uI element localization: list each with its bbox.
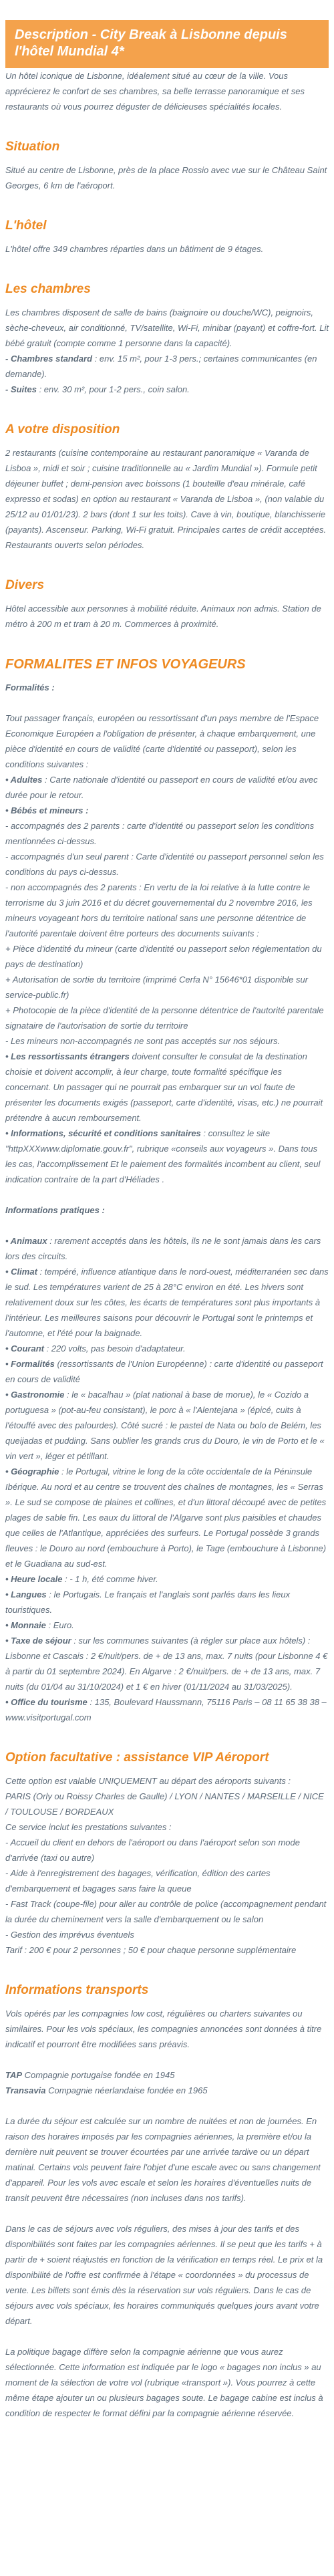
formalities-adults (5, 772, 329, 803)
bullet-label: • Adultes (5, 775, 43, 785)
practical-item (5, 1571, 329, 1587)
airline-name: Transavia (5, 2085, 46, 2095)
practical-item (5, 1464, 329, 1571)
minors-line: - accompagnés des 2 parents : carte d'identité ou passeport selon les conditions mentionnées ci-dessus. (5, 821, 315, 846)
minors-line: - non accompagnés des 2 parents : En vertu de la loi relative à la lutte contre le terrorisme du 3 juin 2016 et du décret gouvernemental du 2 novembre 2016, les mineurs voyageant hors du territoire national sans une personne détentrice de l'autorité parentale doivent être porteurs des documents suivants : (5, 882, 313, 938)
vip-option-line: - Fast Track (coupe-file) pour aller au contrôle de police (accompagnement pendant la durée du cheminement vers la salle d'embarquement ou le salon (5, 1899, 327, 1924)
facilities-text: 2 restaurants (cuisine contemporaine au restaurant panoramique « Varanda de Lisboa », midi et soir ; cuisine traditionnelle au « Jardim Mundial »). Formule petit déjeuner buffet ; demi-pension avec boissons (1 bouteille d'eau minérale, café expresso et sodas) en option au restaurant « Varanda de Lisboa », (non valable du 25/12 au 01/01/23). 2 bars (dont 1 sur les toits). Cave à vin, boutique, blanchisserie (payants). Ascenseur. Parking, Wi-Fi gratuit. Principales cartes de crédit acceptées. Restaurants ouverts selon périodes. (5, 448, 327, 550)
bullet-text: : 135, Boulevard Haussmann, 75116 Paris – 08 11 65 38 38 – www.visitportugal.com (5, 1697, 327, 1722)
room-type-detail: : env. 15 m², pour 1-3 pers.; certaines communicantes (en demande). (5, 354, 317, 379)
bullet-text: : Carte nationale d'identité ou passeport en cours de validité et/ou avec durée pour le retour. (5, 775, 318, 800)
bullet-text: : le Portugais. Le français et l'anglais sont parlés dans les lieux touristiques. (5, 1589, 291, 1615)
airline-name: TAP (5, 2070, 23, 2080)
situation-heading: Situation (5, 140, 60, 154)
bullet-text: : rarement acceptés dans les hôtels, ils ne le sont jamais dans les cars lors des circuits. (5, 1236, 321, 1261)
bullet-text: : le « bacalhau » (plat national à base de morue), le « Cozido a portuguesa » (pot-au-feu consistant), le porc à « l'Alentejana » (épicé, cuits à l'étouffé avec des palourdes). Côté sucré : le pastel de Nata ou bolo de Belém, les queijadas et pudding. Sans oublier les grands crus du Douro, le vin de Porto et le « vin vert », léger et pétillant. (5, 1390, 325, 1461)
bullet-label: • Animaux (5, 1236, 47, 1246)
vip-option-heading: Option facultative : assistance VIP Aéroport (5, 1751, 269, 1765)
airline-item (5, 2083, 329, 2098)
practical-item (5, 1587, 329, 1618)
bullet-label: • Géographie (5, 1466, 59, 1476)
minors-line: - Les mineurs non-accompagnés ne sont pas acceptés sur nos séjours. (5, 1036, 281, 1046)
bullet-label: • Les ressortissants étrangers (5, 1051, 130, 1061)
practical-item (5, 1633, 329, 1694)
spacer (5, 695, 329, 711)
vip-option-price: Tarif : 200 € pour 2 personnes ; 50 € pour chaque personne supplémentaire (5, 1945, 297, 1955)
situation-text: Situé au centre de Lisbonne, près de la place Rossio avec vue sur le Château Saint Georges, 6 km de l'aéroport. (5, 165, 327, 190)
facilities-heading: A votre disposition (5, 422, 120, 436)
hotel-heading: L'hôtel (5, 219, 47, 233)
bullet-label: • Office du tourisme (5, 1697, 88, 1707)
room-type-label: - Suites (5, 384, 37, 394)
formalities-safety (5, 1126, 329, 1187)
bullet-label: • Courant (5, 1343, 44, 1354)
bullet-label: • Langues (5, 1589, 47, 1599)
bullet-text: : 220 volts, pas besoin d'adaptateur. (44, 1343, 186, 1354)
transport-intro: Vols opérés par les compagnies low cost, régulières ou charters suivantes ou similaires. Pour les vols spéciaux, les compagnies annoncées sont données à titre indicatif et pourront être modifiées sans préavis. (5, 2009, 322, 2049)
page-title: Description - City Break à Lisbonne depuis l'hôtel Mundial 4* (15, 27, 287, 59)
bullet-label: • Formalités (5, 1359, 55, 1369)
bullet-label: • Gastronomie (5, 1390, 65, 1400)
minors-line: + Autorisation de sortie du territoire (imprimé Cerfa N° 15646*01 disponible sur service-public.fr) (5, 975, 309, 1000)
transport-heading: Informations transports (5, 1983, 149, 1997)
practical-item (5, 1618, 329, 1633)
formalities-minors-label: • Bébés et mineurs : (5, 805, 89, 815)
formalities-label: Formalités : (5, 682, 55, 692)
practical-item (5, 1264, 329, 1341)
airline-item (5, 2067, 329, 2083)
rooms-heading: Les chambres (5, 282, 91, 296)
practical-item (5, 1356, 329, 1387)
vip-option-line: - Accueil du client en dehors de l'aéroport ou dans l'aéroport selon son mode d'arrivée (taxi ou autre) (5, 1837, 300, 1863)
vip-option-line: PARIS (Orly ou Roissy Charles de Gaulle) / LYON / NANTES / MARSEILLE / NICE / TOULOUSE / BORDEAUX (5, 1791, 324, 1817)
bullet-text: : tempéré, influence atlantique dans le nord-ouest, méditerranéen sec dans le sud. Les températures varient de 25 à 28°C environ en été. Les hivers sont relativement doux sur les côtes, les écarts de températures sont plus importants à l'intérieur. Les meilleures saisons pour découvrir le Portugal sont le printemps et l'automne, et l'été pour la baignade. (5, 1267, 329, 1338)
misc-text: Hôtel accessible aux personnes à mobilité réduite. Animaux non admis. Station de métro à 200 m et tram à 20 m. Commerces à proximité. (5, 604, 321, 629)
minors-line: - accompagnés d'un seul parent : Carte d'identité ou passeport personnel selon les conditions du pays ci-dessus. (5, 852, 324, 877)
vip-option-line: - Gestion des imprévus éventuels (5, 1930, 134, 1940)
practical-item (5, 1694, 329, 1725)
bullet-text: : le Portugal, vitrine le long de la côte occidentale de la Péninsule Ibérique. Au nord et au centre se trouvent des chaînes de montagnes, les « Serras ». Le sud se compose de plaines et collines, et d'un littoral découpé avec de petites plages de sable fin. Les eaux du littoral de l'Algarve sont plus paisibles et chaudes que celles de l'Atlantique, appréciées des surfeurs. Le Portugal possède 3 grands fleuves : le Douro au nord (embouchure à Porto), le Tage (embouchure à Lisbonne) et le Guadiana au sud-est. (5, 1466, 327, 1569)
room-type-detail: : env. 30 m², pour 1-2 pers., coin salon. (36, 384, 190, 394)
bullet-label: • Heure locale (5, 1574, 63, 1584)
hotel-text: L'hôtel offre 349 chambres réparties dans un bâtiment de 9 étages. (5, 244, 264, 254)
airline-desc: Compagnie néerlandaise fondée en 1965 (45, 2085, 208, 2095)
vip-option-line: Cette option est valable UNIQUEMENT au départ des aéroports suivants : (5, 1776, 291, 1786)
minors-line: + Photocopie de la pièce d'identité de la personne détentrice de l'autorité parentale signataire de l'autorisation de sortie du territoire (5, 1005, 324, 1031)
intro-text: Un hôtel iconique de Lisbonne, idéalement situé au cœur de la ville. Vous apprécierez le confort de ses chambres, sa belle terrasse panoramique et ses restaurants où vous pourrez déguster de délicieuses spécialités locales. (5, 71, 305, 112)
practical-item (5, 1233, 329, 1264)
bullet-label: • Taxe de séjour (5, 1636, 71, 1646)
bullet-text: doivent consulter le consulat de la destination choisie et doivent accomplir, à leur charge, toute formalité spécifique les concernant. Un passager qui ne pourrait pas embarquer sur un vol faute de présenter les documents exigés (passeport, carte d'identité, visas, etc.) ne pourrait prétendre à aucun remboursement. (5, 1051, 323, 1123)
formalities-foreigners (5, 1049, 329, 1126)
vip-option-line: Ce service inclut les prestations suivantes : (5, 1822, 172, 1832)
bullet-text: (ressortissants de l'Union Européenne) : carte d'identité ou passeport en cours de validité (5, 1359, 323, 1384)
formalities-heading: FORMALITES ET INFOS VOYAGEURS (5, 657, 246, 672)
practical-item (5, 1387, 329, 1464)
room-type-suite (5, 382, 329, 397)
transport-duration: La durée du séjour est calculée sur un nombre de nuitées et non de journées. En raison des horaires imposés par les compagnies aériennes, la première et/ou la dernière nuit peuvent se trouver écourtées par une arrivée tardive ou un départ matinal. Certains vols peuvent faire l'objet d'une escale avec ou sans changement d'appareil. Pour les vols avec escale et selon les horaires d'éventuelles nuits de transit peuvent être nécessaires (non incluses dans nos tarifs). (5, 2116, 321, 2203)
practical-item (5, 1341, 329, 1356)
room-type-standard (5, 351, 329, 382)
bullet-label: • Climat (5, 1267, 37, 1277)
bullet-label: • Informations, sécurité et conditions sanitaires (5, 1128, 201, 1138)
bullet-text: : consultez le site "httpXXXwww.diplomatie.gouv.fr", rubrique «conseils aux voyageurs ». Dans tous les cas, l'accomplissement Et le paiement des formalités incombent au client, seul indication contraire de la part d'Héliades . (5, 1128, 321, 1184)
bullet-text: : sur les communes suivantes (à régler sur place aux hôtels) : Lisbonne et Cascais : 2 €/nuit/pers. de + de 13 ans, max. 7 nuits (pour Lisbonne 4 € à partir du 01 septembre 2024). En Algarve : 2 €/nuit/pers. de + de 13 ans, max. 7 nuits (du 01/04 au 31/10/2024) et 1 € en hiver (01/11/2024 au 31/03/2025). (5, 1636, 328, 1692)
spacer (5, 1187, 329, 1202)
misc-heading: Divers (5, 578, 45, 592)
transport-pricing: Dans le cas de séjours avec vols réguliers, des mises à jour des tarifs et des disponibilités sont faites par les compagnies aériennes. Il se peut que les tarifs + à partir de + soient réajustés en fonction de la vérification en temps réel. Le prix et la disponibilité de l'offre est confirmée à l'étape « coordonnées » du processus de vente. Les billets sont émis dès la réservation sur vols réguliers. Dans le cas de séjours avec vols spéciaux, les horaires communiqués quelques jours avant votre départ. (5, 2224, 323, 2326)
room-type-label: - Chambres standard (5, 354, 93, 364)
transport-baggage: La politique bagage diffère selon la compagnie aérienne que vous aurez sélectionnée. Cette information est indiquée par le logo « bagages non inclus » au moment de la sélection de votre vol (rubrique «transport »). Vous pourrez à cette même étape ajouter un ou plusieurs bagages soute. Le bagage cabine est inclus à condition de respecter le format défini par la compagnie aérienne réservée. (5, 2347, 323, 2418)
page-title-banner (5, 20, 329, 68)
bullet-text: : - 1 h, été comme hiver. (62, 1574, 158, 1584)
bullet-text: : Euro. (45, 1620, 74, 1630)
rooms-text: Les chambres disposent de salle de bains (baignoire ou douche/WC), peignoirs, sèche-cheveux, air conditionné, TV/satellite, Wi-Fi, minibar (payant) et coffre-fort. Lit bébé gratuit (compte comme 1 personne dans la capacité). (5, 307, 329, 348)
spacer (5, 1218, 329, 1233)
bullet-label: • Monnaie (5, 1620, 46, 1630)
minors-line: + Pièce d'identité du mineur (carte d'identité ou passeport selon réglementation du pays de destination) (5, 944, 322, 969)
formalities-intro: Tout passager français, européen ou ressortissant d'un pays membre de l'Espace Economique Européen a l'obligation de présenter, à chaque embarquement, une pièce d'identité en cours de validité (carte d'identité ou passeport), selon les conditions suivantes : (5, 713, 319, 769)
vip-option-line: - Aide à l'enregistrement des bagages, vérification, édition des cartes d'embarquement et bagages sans faire la queue (5, 1868, 271, 1894)
practical-label: Informations pratiques : (5, 1205, 105, 1215)
airline-desc: Compagnie portugaise fondée en 1945 (22, 2070, 175, 2080)
content (5, 68, 329, 2421)
